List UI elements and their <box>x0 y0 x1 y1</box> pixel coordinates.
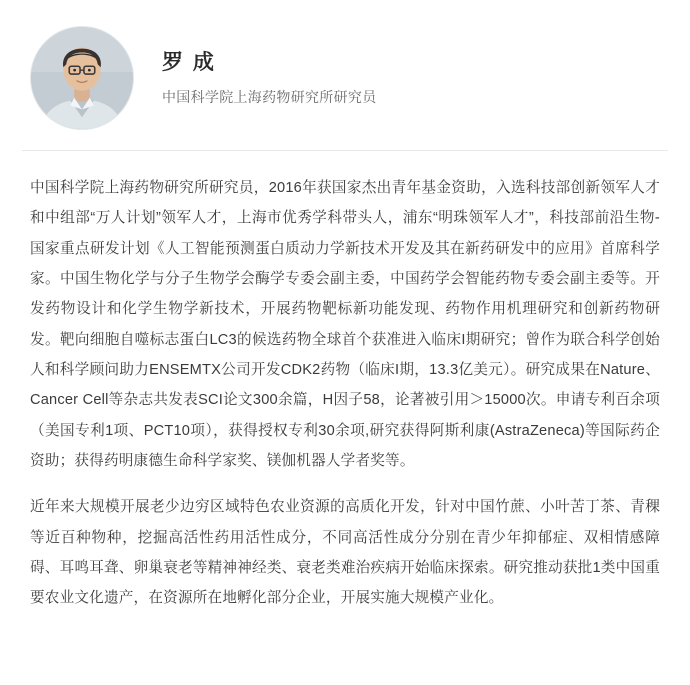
profile-title: 中国科学院上海药物研究所研究员 <box>162 88 377 105</box>
avatar <box>30 26 134 130</box>
portrait-photo-icon <box>31 27 133 129</box>
biography-paragraph-2: 近年来大规模开展老少边穷区域特色农业资源的高质化开发，针对中国竹蔗、小叶苦丁茶、青稞等近百种物种，挖掘高活性药用活性成分，不同高活性成分分别在青少年抑郁症、双相情感障碍、耳鸣耳聋、卵巢衰老等精神神经类、衰老类难治疾病开始临床探索。研究推动获批1类中国重要农业文化遗产，在资源所在地孵化部分企业，开展实施大规模产业化。 <box>30 499 660 607</box>
profile-text <box>162 49 377 108</box>
biography-paragraph-1: 中国科学院上海药物研究所研究员，2016年获国家杰出青年基金资助，入选科技部创新领军人才和中组部“万人计划”领军人才，上海市优秀学科带头人，浦东“明珠领军人才”，科技部前沿生物-国家重点研发计划《人工智能预测蛋白质动力学新技术开发及其在新药研发中的应用》首席科学家。中国生物化学与分子生物学会酶学专委会副主委，中国药学会智能药物专委会副主委等。开发药物设计和化学生物学新技术，开展药物靶标新功能发现、药物作用机理研究和创新药物研发。靶向细胞自噬标志蛋白LC3的候选药物全球首个获准进入临床I期研究；曾作为联合科学创始人和科学顾问助力ENSEMTX公司开发CDK2药物（临床I期，13.3亿美元）。研究成果在Nature、Cancer Cell等杂志共发表SCI论文300余篇，H因子58，论著被引用＞15000次。申请专利百余项（美国专利1项、PCT10项），获得授权专利30余项,研究获得阿斯利康(AstraZeneca)等国际药企资助；获得药明康德生命科学家奖、镁伽机器人学者奖等。 <box>30 180 660 470</box>
profile-name: 罗 成 <box>162 50 216 74</box>
biography-section <box>0 151 690 614</box>
profile-header <box>0 0 690 150</box>
